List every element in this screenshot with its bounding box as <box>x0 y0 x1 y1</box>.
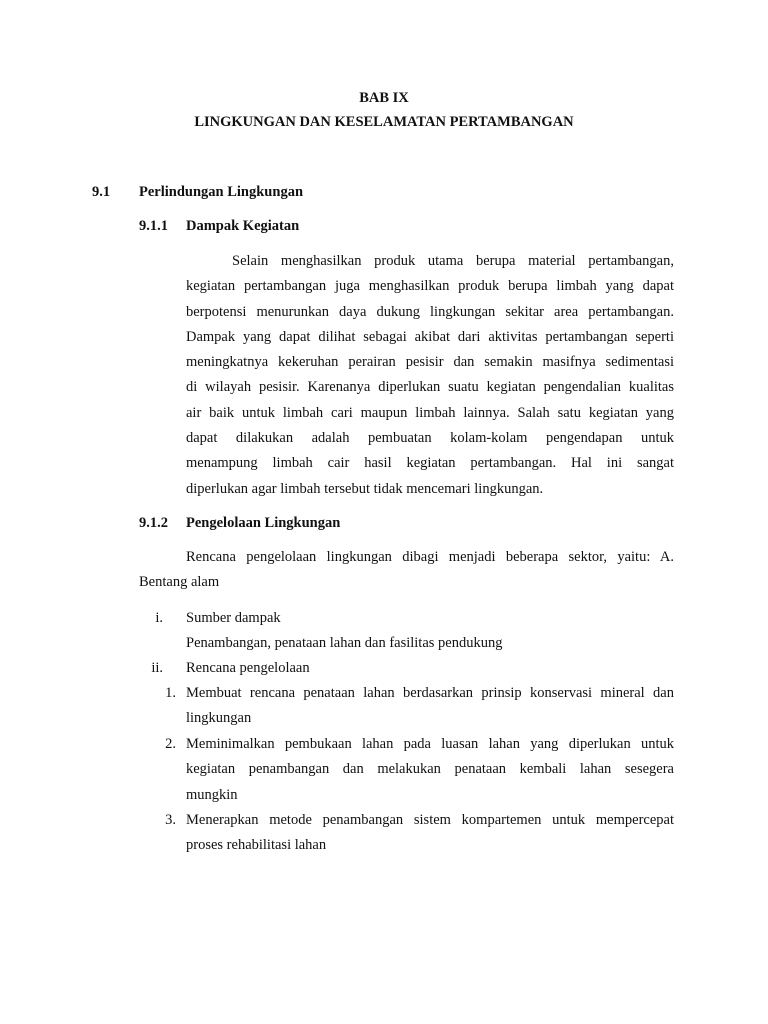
list-item-line: proses rehabilitasi lahan <box>186 837 327 854</box>
list-item-body <box>186 606 674 657</box>
list-item-line: Meminimalkan pembukaan lahan pada luasan lahan yang diperlukan untuk <box>186 736 674 752</box>
list-item-body <box>186 732 674 808</box>
section-title: Pengelolaan Lingkungan <box>186 515 341 531</box>
list-item-line: Rencana pengelolaan <box>186 660 310 676</box>
section-heading-9-1-1 <box>139 216 439 236</box>
section-heading-9-1-2 <box>139 513 439 533</box>
list-marker: 2. <box>165 736 176 752</box>
section-heading-9-1 <box>92 182 392 202</box>
list-item-body <box>186 808 674 859</box>
list-item-line: kegiatan penambangan dan melakukan penataan kembali lahan sesegera <box>186 761 674 778</box>
list-item-line: Membuat rencana penataan lahan berdasarkan prinsip konservasi mineral dan <box>186 685 674 701</box>
list-marker: 1. <box>165 685 176 701</box>
paragraph-line: Rencana pengelolaan lingkungan dibagi menjadi beberapa sektor, yaitu: A. <box>186 549 674 565</box>
chapter-label: BAB IX <box>359 90 409 106</box>
paragraph-line: meningkatnya kekeruhan perairan pesisir dan semakin masifnya sedimentasi <box>186 354 674 371</box>
paragraph-line: Bentang alam <box>139 574 220 591</box>
paragraph-pengelolaan-intro <box>139 545 674 596</box>
paragraph-line: diperlukan agar limbah tersebut tidak mencemari lingkungan. <box>186 480 544 497</box>
section-number: 9.1.1 <box>139 218 168 234</box>
list-marker: 3. <box>165 812 176 828</box>
list-item-line: mungkin <box>186 786 238 803</box>
list-item-body <box>186 681 674 732</box>
list-item-line: lingkungan <box>186 710 252 727</box>
paragraph-dampak-kegiatan <box>186 249 674 502</box>
section-number: 9.1.2 <box>139 515 168 531</box>
paragraph-line: dapat dilakukan adalah pembuatan kolam-kolam pengendapan untuk <box>186 430 674 447</box>
chapter-title: LINGKUNGAN DAN KESELAMATAN PERTAMBANGAN <box>194 114 574 130</box>
list-item-line: Menerapkan metode penambangan sistem kompartemen untuk mempercepat <box>186 812 674 828</box>
list-item-body <box>186 656 674 681</box>
section-title: Dampak Kegiatan <box>186 218 300 234</box>
list-marker: i. <box>155 610 163 626</box>
paragraph-line: air baik untuk limbah cari maupun limbah lainnya. Salah satu kegiatan yang <box>186 404 674 421</box>
list-item-line: Sumber dampak <box>186 610 281 626</box>
list-marker: ii. <box>151 660 163 676</box>
paragraph-line: Selain menghasilkan produk utama berupa material pertambangan, <box>232 253 674 269</box>
list-item-line: Penambangan, penataan lahan dan fasilitas pendukung <box>186 635 503 652</box>
paragraph-line: berpotensi menurunkan daya dukung lingkungan sekitar area pertambangan. <box>186 303 674 320</box>
paragraph-line: di wilayah pesisir. Karenanya diperlukan suatu kegiatan pengendalian kualitas <box>186 379 674 396</box>
paragraph-line: Dampak yang dapat dilihat sebagai akibat dari aktivitas pertambangan seperti <box>186 328 674 345</box>
section-title: Perlindungan Lingkungan <box>139 184 304 200</box>
paragraph-line: kegiatan pertambangan juga menghasilkan produk berupa limbah yang dapat <box>186 278 674 295</box>
section-number: 9.1 <box>92 184 111 200</box>
paragraph-line: menampung limbah cair hasil kegiatan pertambangan. Hal ini sangat <box>186 455 674 472</box>
